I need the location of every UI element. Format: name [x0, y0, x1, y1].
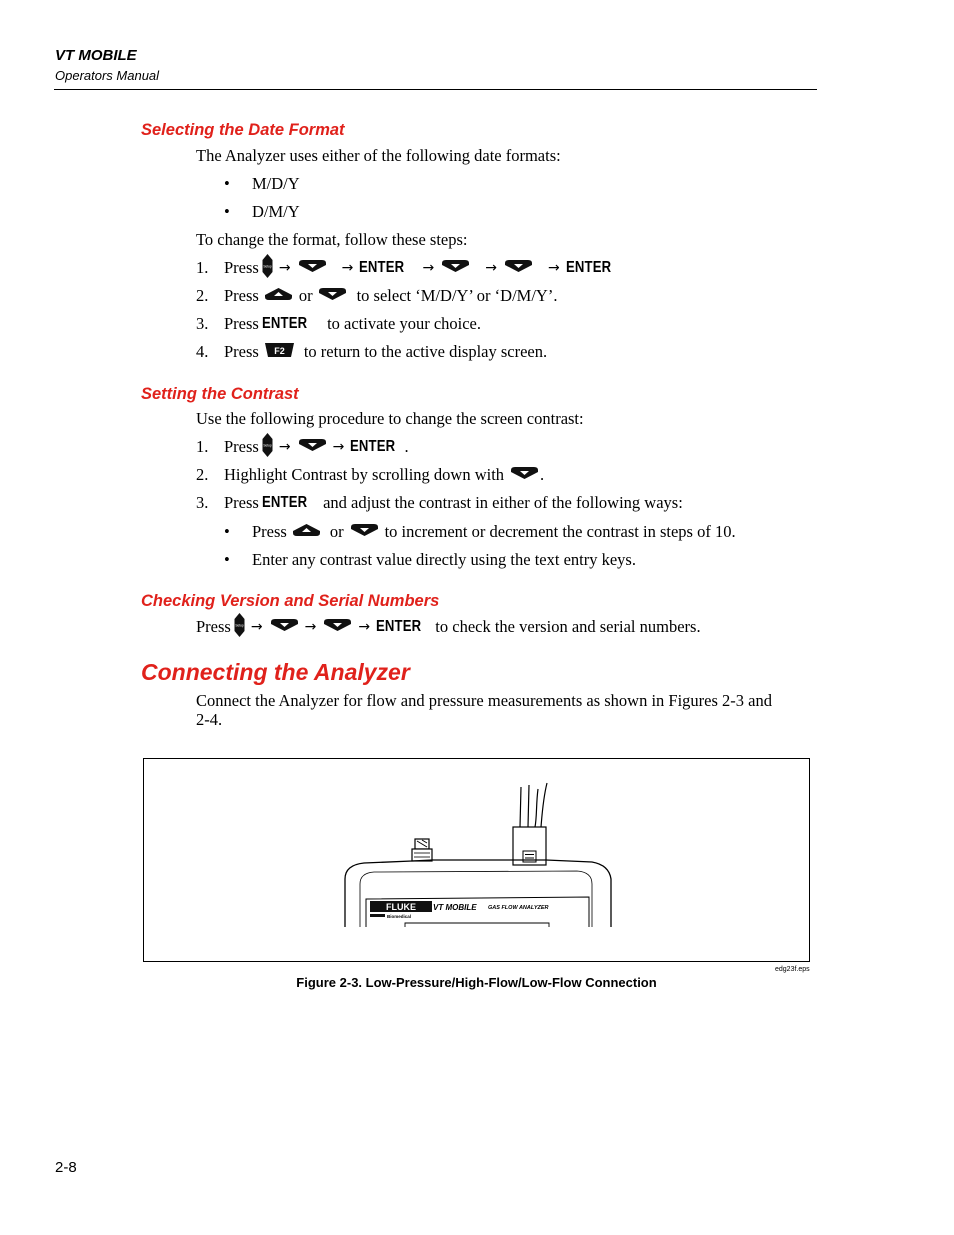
arrow-right-icon: →: [332, 439, 345, 455]
date-format-option: M/D/Y: [252, 174, 300, 193]
svg-text:Setup: Setup: [263, 443, 272, 447]
enter-key-label: ENTER: [565, 259, 612, 276]
date-format-intro: The Analyzer uses either of the following date formats:: [196, 146, 561, 165]
contrast-step-2: [224, 463, 544, 487]
contrast-bullet-2: Enter any contrast value directly using the text entry keys.: [252, 550, 636, 569]
section-heading-version: Checking Version and Serial Numbers: [141, 592, 440, 610]
figure-frame: [143, 758, 810, 962]
figure-file-id: edg23f.eps: [775, 966, 810, 973]
bullet-icon: •: [224, 202, 230, 221]
step-rest-text: to select ‘M/D/Y’ or ‘D/M/Y’.: [356, 286, 558, 305]
arrow-right-icon: →: [548, 260, 560, 276]
down-arrow-key-icon: [509, 465, 540, 485]
step-rest-text: to check the version and serial numbers.: [435, 617, 701, 636]
contrast-intro: Use the following procedure to change the screen contrast:: [196, 409, 584, 428]
arrow-right-icon: →: [341, 260, 354, 276]
bullet-rest-text: to increment or decrement the contrast in steps of 10.: [384, 522, 736, 541]
page-number: 2-8: [55, 1159, 77, 1176]
step-press-text: Press: [224, 258, 259, 277]
period-text: .: [540, 465, 545, 484]
step-number: 2.: [196, 465, 209, 484]
figure-caption: Figure 2-3. Low-Pressure/High-Flow/Low-Flow Connection: [296, 975, 657, 990]
running-header-title: VT MOBILE: [55, 47, 137, 64]
step-number: 3.: [196, 493, 209, 512]
enter-key-label: ENTER: [261, 494, 308, 511]
contrast-step-3: [224, 491, 683, 515]
f2-key-icon: [264, 342, 295, 363]
model-label: VT MOBILE: [433, 903, 477, 912]
down-arrow-key-icon: [440, 258, 471, 278]
arrow-right-icon: →: [422, 260, 435, 276]
steps-lead: To change the format, follow these steps:: [196, 230, 468, 249]
step-number: 1.: [196, 437, 209, 456]
svg-text:Setup: Setup: [263, 264, 272, 268]
step-press-text: Press: [224, 493, 259, 512]
down-arrow-key-icon: [297, 258, 328, 278]
arrow-right-icon: →: [250, 619, 263, 635]
date-format-option: D/M/Y: [252, 202, 300, 221]
step-text: Highlight Contrast by scrolling down with: [224, 465, 505, 484]
down-arrow-key-icon: [503, 258, 534, 278]
step-press-text: Press: [196, 617, 231, 636]
arrow-right-icon: →: [278, 439, 291, 455]
down-arrow-key-icon: [269, 617, 300, 637]
step-number: 4.: [196, 342, 209, 361]
setup-key-icon: [234, 613, 245, 642]
down-arrow-key-icon: [322, 617, 353, 637]
enter-key-label: ENTER: [350, 438, 396, 455]
contrast-step-1: [224, 435, 409, 459]
step-press-text: Press: [224, 286, 259, 305]
up-arrow-key-icon: [291, 522, 322, 542]
fluke-logo-text: FLUKE: [386, 902, 416, 912]
version-instruction: [196, 615, 701, 639]
step-number: 2.: [196, 286, 209, 305]
connecting-body-line2: 2-4.: [196, 710, 223, 729]
svg-text:F2: F2: [274, 345, 285, 356]
enter-key-label: ENTER: [359, 259, 405, 276]
step-rest-text: to return to the active display screen.: [303, 342, 548, 361]
section-heading-date-format: Selecting the Date Format: [141, 121, 345, 139]
step-number: 3.: [196, 314, 209, 333]
arrow-right-icon: →: [304, 619, 317, 635]
down-arrow-key-icon: [317, 286, 348, 306]
step-number: 1.: [196, 258, 209, 277]
header-rule: [54, 89, 817, 90]
bullet-icon: •: [224, 174, 230, 193]
down-arrow-key-icon: [297, 437, 328, 457]
period-text: .: [404, 437, 409, 456]
date-step-3: [224, 312, 481, 336]
arrow-right-icon: →: [278, 260, 291, 276]
enter-key-label: ENTER: [376, 618, 422, 635]
bullet-press-text: Press: [252, 522, 287, 541]
date-step-4: [224, 340, 547, 364]
bullet-icon: •: [224, 550, 230, 569]
running-header-subtitle: Operators Manual: [55, 68, 160, 83]
step-press-text: Press: [224, 342, 259, 361]
enter-key-label: ENTER: [261, 315, 308, 332]
step-or-text: or: [298, 286, 313, 305]
date-step-1: [224, 256, 615, 280]
arrow-right-icon: →: [358, 619, 371, 635]
setup-key-icon: [262, 254, 273, 283]
connecting-body-line1: Connect the Analyzer for flow and pressure measurements as shown in Figures 2-3 and: [196, 691, 772, 710]
step-press-text: Press: [224, 314, 259, 333]
down-arrow-key-icon: [349, 522, 380, 542]
fluke-sub-text: Biomedical: [387, 914, 412, 919]
svg-text:Setup: Setup: [235, 623, 244, 627]
analyzer-drawing: [144, 759, 809, 961]
section-heading-connecting: Connecting the Analyzer: [141, 659, 410, 685]
contrast-bullet-1: [252, 520, 736, 544]
bullet-or-text: or: [329, 522, 344, 541]
product-label: GAS FLOW ANALYZER: [488, 905, 549, 911]
step-rest-text: and adjust the contrast in either of the following ways:: [323, 493, 683, 512]
setup-key-icon: [262, 433, 273, 462]
step-press-text: Press: [224, 437, 259, 456]
date-step-2: [224, 284, 557, 308]
arrow-right-icon: →: [485, 260, 498, 276]
step-rest-text: to activate your choice.: [327, 314, 482, 333]
section-heading-contrast: Setting the Contrast: [141, 385, 299, 403]
up-arrow-key-icon: [263, 286, 294, 306]
bullet-icon: •: [224, 522, 230, 541]
